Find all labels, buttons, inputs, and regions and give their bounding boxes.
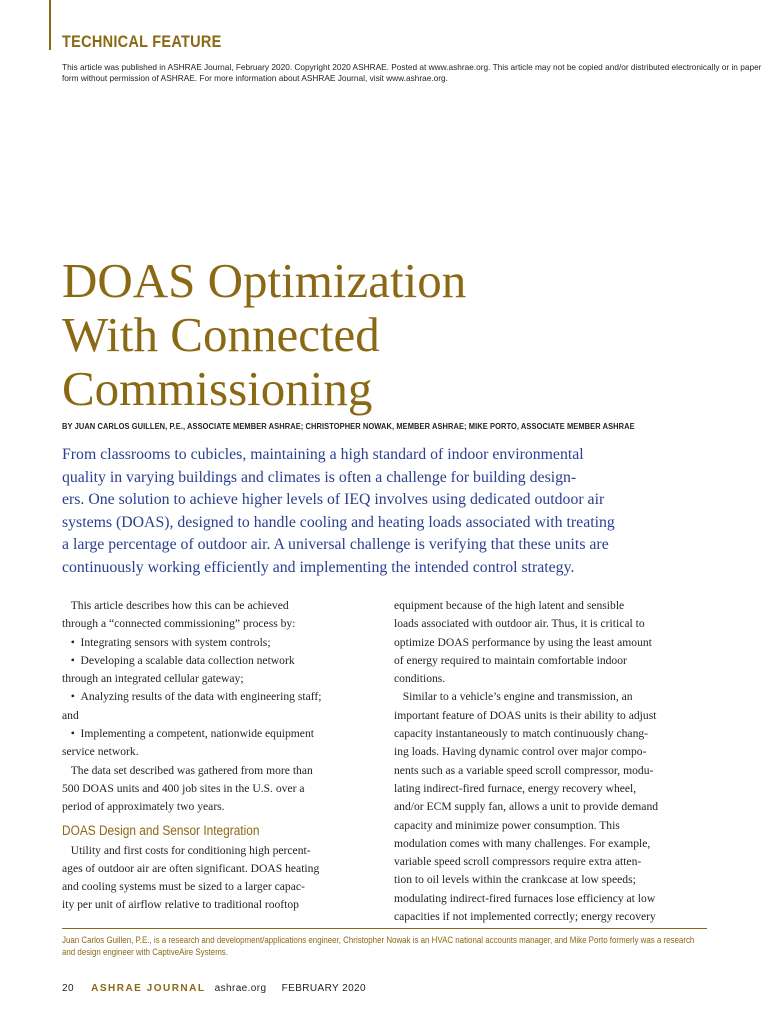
body-line: Utility and first costs for conditioning high percent- [62, 843, 311, 857]
body-line: period of approximately two years. [62, 800, 225, 814]
body-line: and/or ECM supply fan, allows a unit to provide demand [394, 800, 659, 814]
lede-line: systems (DOAS), designed to handle cooling and heating loads associated with treating [62, 513, 615, 531]
body-line: service network. [62, 745, 139, 759]
body-line: • Integrating sensors with system controls; [62, 635, 271, 649]
article-title [62, 254, 752, 416]
body-line: loads associated with outdoor air. Thus, it is critical to [394, 617, 645, 631]
body-line: through a “connected commissioning” process by: [62, 617, 296, 631]
body-line: modulation comes with many challenges. For example, [394, 836, 651, 850]
body-line: capacity instantaneously to match continuously chang- [394, 727, 649, 741]
body-line: modulating indirect-fired furnaces lose efficiency at low [394, 891, 656, 905]
body-line: conditions. [394, 672, 446, 686]
body-line: • Analyzing results of the data with engineering staff; [62, 690, 322, 704]
body-line: ing loads. Having dynamic control over major compo- [394, 745, 647, 759]
footnote-divider [62, 928, 707, 929]
author-bio [62, 934, 695, 958]
journal-url[interactable]: ashrae.org [214, 983, 267, 994]
issue-date: FEBRUARY 2020 [281, 983, 366, 994]
body-column-right [394, 597, 719, 926]
body-line: lating indirect-fired furnace, energy recovery wheel, [394, 781, 637, 795]
lede-line: a large percentage of outdoor air. A universal challenge is verifying that these units are [62, 536, 609, 554]
lede-line: continuously working efficiently and implementing the intended control strategy. [62, 558, 575, 576]
body-line: ity per unit of airflow relative to traditional rooftop [62, 898, 299, 912]
bio-line: and design engineer with CaptiveAire Systems. [62, 947, 228, 957]
body-line: Similar to a vehicle’s engine and transmission, an [394, 690, 633, 704]
body-line: The data set described was gathered from more than [62, 763, 313, 777]
title-line: With Connected [62, 307, 380, 362]
page-footer [62, 983, 366, 994]
body-line: important feature of DOAS units is their ability to adjust [394, 708, 657, 722]
body-column-left [62, 597, 387, 915]
body-line: variable speed scroll compressors require extra atten- [394, 855, 642, 869]
header-accent-bar [49, 0, 51, 50]
body-line: ages of outdoor air are often significant. DOAS heating [62, 861, 320, 875]
title-line: DOAS Optimization [62, 253, 467, 308]
body-line: through an integrated cellular gateway; [62, 672, 244, 686]
author-byline: BY JUAN CARLOS GUILLEN, P.E., ASSOCIATE MEMBER ASHRAE; CHRISTOPHER NOWAK, MEMBER ASHRAE; MIKE PORTO, ASSOCIATE MEMBER ASHRAE [62, 421, 635, 431]
page-number: 20 [62, 983, 74, 994]
body-line: 500 DOAS units and 400 job sites in the U.S. over a [62, 781, 305, 795]
body-line: equipment because of the high latent and sensible [394, 599, 625, 612]
body-line: optimize DOAS performance by using the least amount [394, 635, 652, 649]
bio-line: Juan Carlos Guillen, P.E., is a research and development/applications engineer, Christopher Nowak is an HVAC national accounts manager, and Mike Porto formerly was a research [62, 935, 695, 945]
lede-line: From classrooms to cubicles, maintaining a high standard of indoor environmental [62, 446, 584, 463]
journal-name: ASHRAE JOURNAL [91, 983, 206, 994]
body-line: and cooling systems must be sized to a larger capac- [62, 880, 305, 894]
section-subhead: DOAS Design and Sensor Integration [62, 822, 260, 838]
body-line: and [62, 708, 79, 722]
body-line: capacity and minimize power consumption. This [394, 818, 620, 832]
body-line: nents such as a variable speed scroll compressor, modu- [394, 763, 654, 777]
body-line: tion to oil levels within the crankcase at low speeds; [394, 873, 636, 887]
title-line: Commissioning [62, 361, 373, 416]
body-line: capacities if not implemented correctly; energy recovery [394, 910, 656, 924]
lede-line: ers. One solution to achieve higher levels of IEQ involves using dedicated outdoor air [62, 491, 605, 509]
body-line: This article describes how this can be achieved [62, 599, 289, 612]
copyright-notice: This article was published in ASHRAE Journal, February 2020. Copyright 2020 ASHRAE. Posted at www.ashrae.org. This article may not be copied and/or distributed electronically or in paper form without permission of ASHRAE. For more information about ASHRAE Journal, visit www.ashrae.org. [62, 62, 762, 83]
body-line: • Developing a scalable data collection network [62, 653, 295, 667]
body-line: of energy required to maintain comfortable indoor [394, 653, 627, 667]
body-line: • Implementing a competent, nationwide equipment [62, 727, 314, 741]
lede-line: quality in varying buildings and climates is often a challenge for building design- [62, 468, 577, 486]
section-kicker: TECHNICAL FEATURE [62, 33, 222, 51]
article-lede [62, 444, 722, 580]
